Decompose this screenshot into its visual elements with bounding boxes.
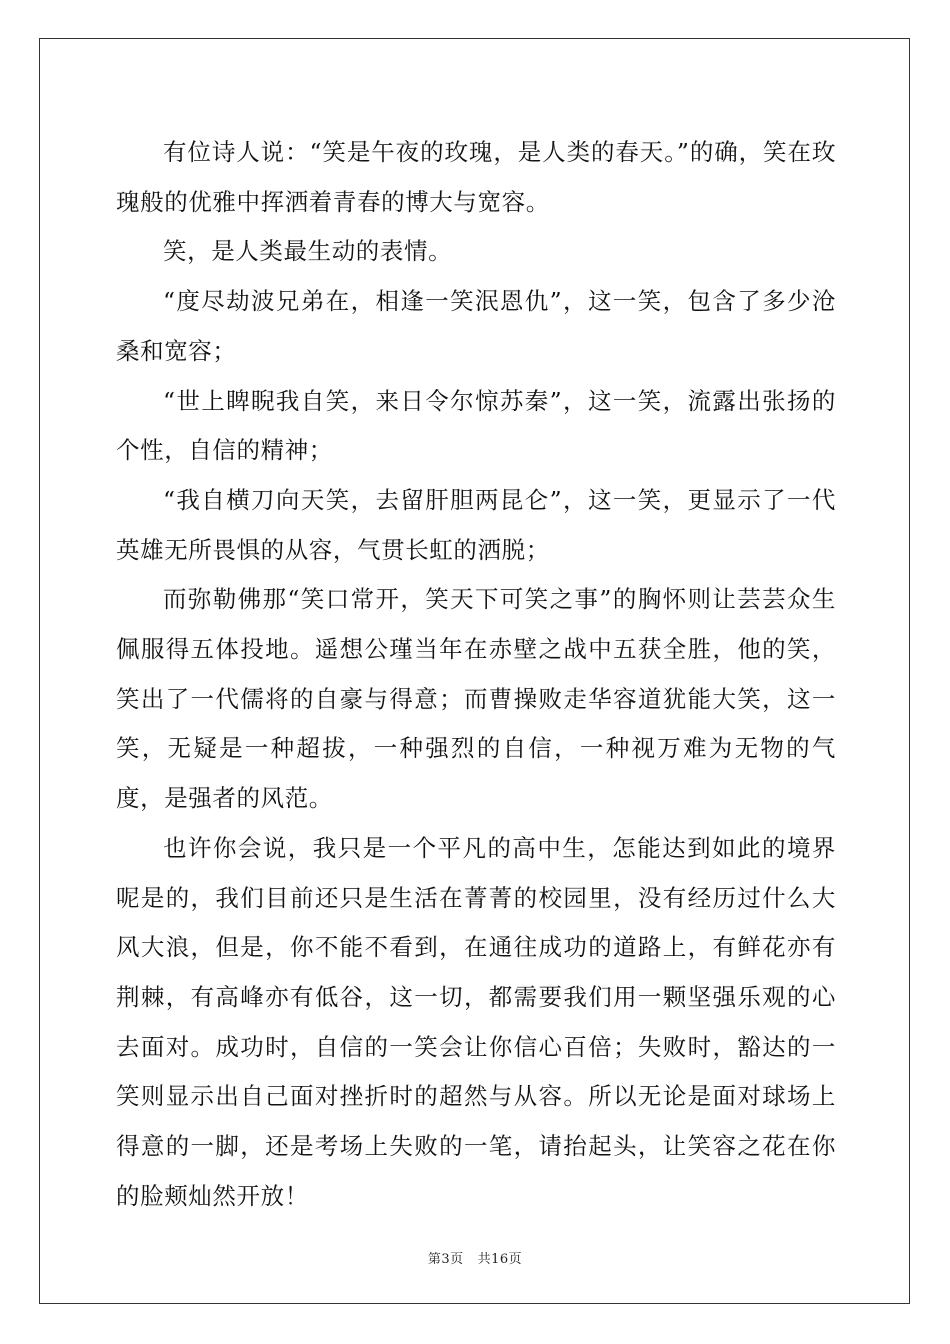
- page-number: 第3页: [427, 1252, 464, 1267]
- paragraph: 有位诗人说：“笑是午夜的玫瑰，是人类的春天。”的确，笑在玫瑰般的优雅中挥洒着青春的博大与宽容。: [116, 138, 836, 216]
- paragraph: 而弥勒佛那“笑口常开，笑天下可笑之事”的胸怀则让芸芸众生佩服得五体投地。遥想公瑾当年在赤壁之战中五获全胜，他的笑，笑出了一代儒将的自豪与得意；而曹操败走华容道犹能大笑，这一笑，无疑是一种超拔，一种强烈的自信，一种视万难为无物的气度，是强者的风范。: [116, 585, 836, 813]
- paragraph: 也许你会说，我只是一个平凡的高中生，怎能达到如此的境界呢是的，我们目前还只是生活在菁菁的校园里，没有经历过什么大风大浪，但是，你不能不看到，在通往成功的道路上，有鲜花亦有荆棘，有高峰亦有低谷，这一切，都需要我们用一颗坚强乐观的心去面对。成功时，自信的一笑会让你信心百倍；失败时，豁达的一笑则显示出自己面对挫折时的超然与从容。所以无论是面对球场上得意的一脚，还是考场上失败的一笔，请抬起头，让笑容之花在你的脸颊灿然开放！: [116, 833, 836, 1210]
- page-total: 共16页: [477, 1252, 523, 1267]
- paragraph: “我自横刀向天笑，去留肝胆两昆仑”，这一笑，更显示了一代英雄无所畏惧的从容，气贯长虹的洒脱；: [116, 485, 836, 564]
- document-body: [116, 128, 836, 1221]
- paragraph: “世上睥睨我自笑，来日令尔惊苏秦”，这一笑，流露出张扬的个性，自信的精神；: [116, 386, 836, 465]
- paragraph: “度尽劫波兄弟在，相逢一笑泯恩仇”，这一笑，包含了多少沧桑和宽容；: [116, 287, 836, 365]
- paragraph: 笑，是人类最生动的表情。: [163, 237, 453, 266]
- page-footer: [0, 1248, 950, 1267]
